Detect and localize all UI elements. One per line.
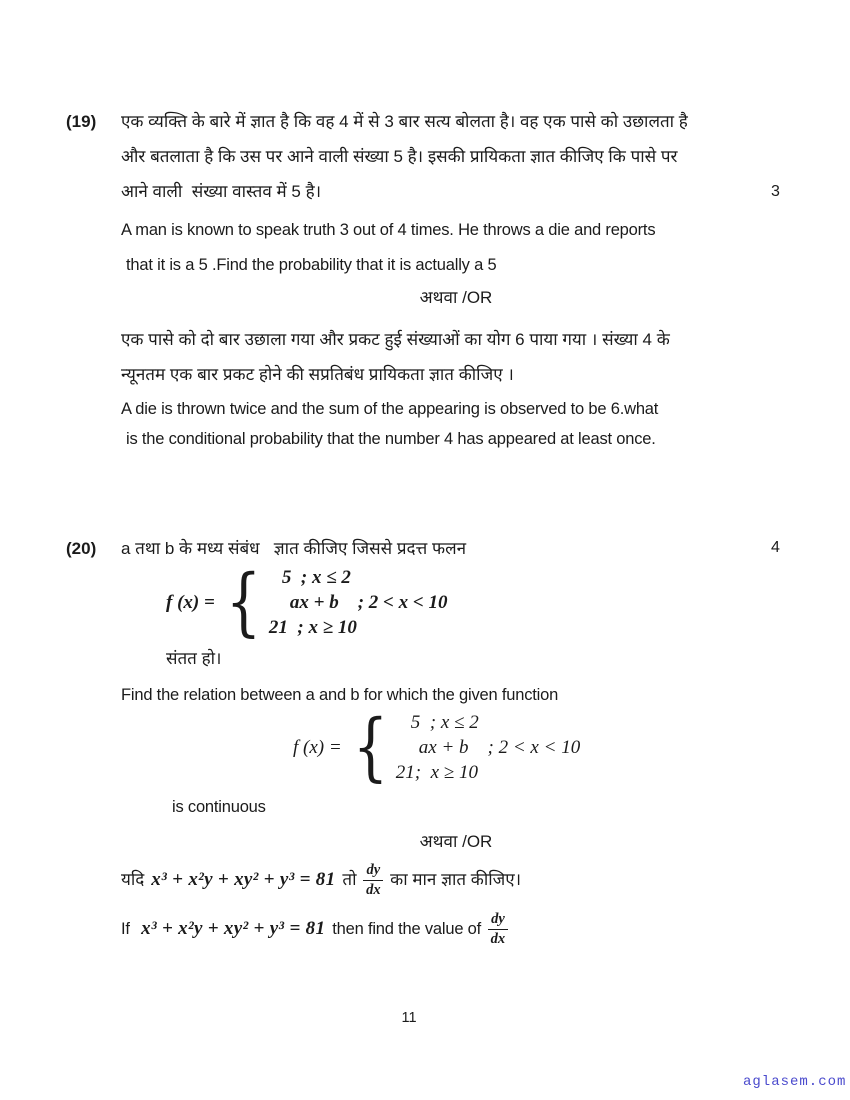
piecewise-row-1: 5 ; x ≤ 2 (281, 567, 351, 588)
q19-hindi-line-1: एक व्यक्ति के बारे में ज्ञात है कि वह 4 में से 3 बार सत्य बोलता है। वह एक पासे को उछालता है (121, 112, 688, 131)
piecewise-row-3: 21 ; x ≥ 10 (268, 617, 357, 638)
prefix-text: यदि (121, 870, 145, 889)
q20-marks: 4 (771, 539, 780, 556)
implicit-equation: x³ + x²y + xy² + y³ = 81 (151, 869, 336, 890)
q19-or-english-line-1: A die is thrown twice and the sum of the appearing is observed to be 6.what (121, 400, 659, 418)
piecewise-rows (269, 565, 448, 640)
q19-english-line-2: that it is a 5 .Find the probability that it is actually a 5 (126, 256, 497, 274)
implicit-equation: x³ + x²y + xy² + y³ = 81 (141, 918, 326, 939)
q19-hindi-line-3: आने वाली संख्या वास्तव में 5 है। (121, 182, 322, 201)
piecewise-row-2: ax + b ; 2 < x < 10 (289, 592, 448, 613)
q19-or-english-line-2: is the conditional probability that the number 4 has appeared at least once. (126, 430, 656, 448)
suffix-text: का मान ज्ञात कीजिए। (390, 870, 522, 889)
fraction-denominator: dx (490, 930, 506, 947)
function-lhs: f (x) = (293, 736, 342, 758)
fraction-numerator: dy (488, 911, 508, 930)
q20-english-intro: Find the relation between a and b for which the given function (121, 686, 559, 704)
prefix-text: If (121, 920, 135, 938)
question-19-number: (19) (66, 112, 97, 131)
q19-english-line-1: A man is known to speak truth 3 out of 4 times. He throws a die and reports (121, 221, 656, 239)
q19-or-separator: अथवा /OR (419, 288, 493, 307)
q19-or-hindi-line-2: न्यूनतम एक बार प्रकट होने की सप्रतिबंध प्रायिकता ज्ञात कीजिए । (121, 365, 514, 384)
q20-or-separator: अथवा /OR (419, 832, 493, 851)
derivative-question-hindi (121, 859, 521, 901)
fraction-numerator: dy (363, 862, 383, 881)
function-lhs: f (x) = (166, 591, 215, 613)
piecewise-function-hindi (166, 559, 448, 646)
mid-text: तो (342, 870, 357, 889)
question-20-number: (20) (66, 539, 97, 558)
piecewise-function-english (293, 704, 581, 791)
piecewise-brace: { (352, 704, 388, 791)
derivative-question-english (121, 908, 508, 950)
q19-hindi-line-2: और बतलाता है कि उस पर आने वाली संख्या 5 है। इसकी प्रायिकता ज्ञात कीजिए कि पासे पर (121, 147, 678, 166)
q20-hindi-intro: a तथा b के मध्य संबंध ज्ञात कीजिए जिससे प्रदत्त फलन (121, 539, 467, 558)
piecewise-row-3: 21; x ≥ 10 (395, 762, 478, 783)
q20-hindi-continuous: संतत हो। (166, 649, 222, 668)
fraction-denominator: dx (366, 881, 381, 898)
piecewise-brace: { (225, 559, 262, 646)
piecewise-row-1: 5 ; x ≤ 2 (410, 712, 479, 733)
page-number: 11 (401, 1010, 417, 1026)
q20-english-continuous: is continuous (172, 798, 266, 816)
dy-dx-fraction (363, 862, 383, 898)
q19-or-hindi-line-1: एक पासे को दो बार उछाला गया और प्रकट हुई संख्याओं का योग 6 पाया गया । संख्या 4 के (121, 330, 670, 349)
piecewise-rows (396, 710, 580, 785)
dy-dx-fraction (488, 911, 508, 947)
q19-marks: 3 (771, 183, 780, 200)
piecewise-row-2: ax + b ; 2 < x < 10 (418, 737, 581, 758)
mid-text: then find the value of (332, 920, 482, 938)
watermark: aglasem.com (743, 1074, 847, 1090)
